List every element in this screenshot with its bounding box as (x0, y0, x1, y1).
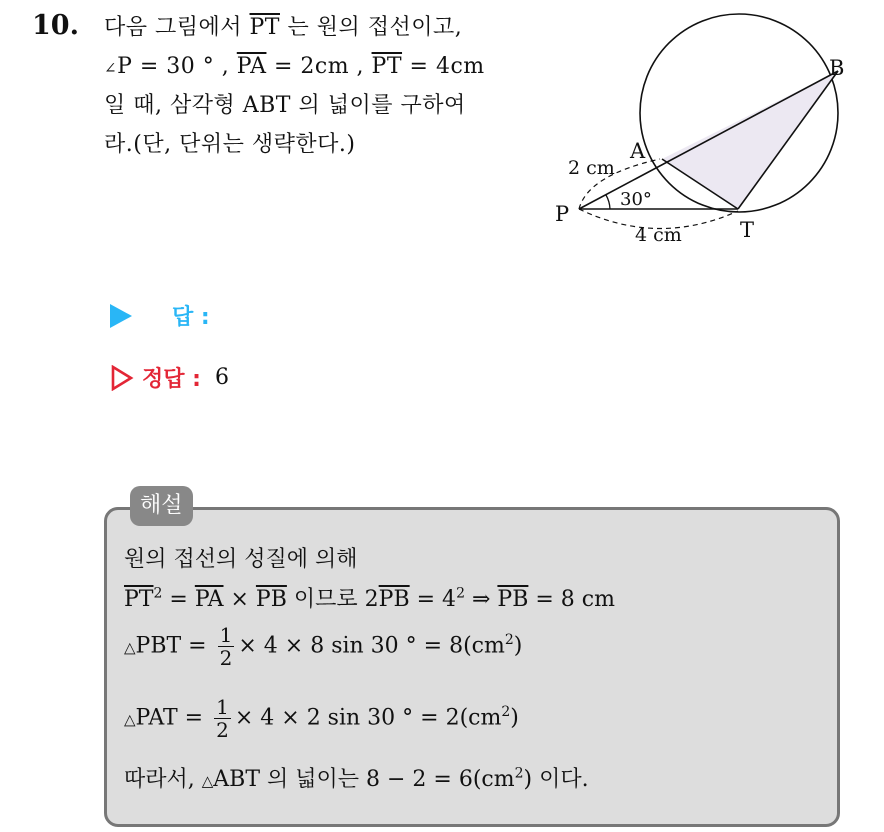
equals: = 4 (409, 587, 457, 612)
outline-arrow-icon (110, 365, 134, 391)
explanation-line-5 (124, 762, 589, 793)
exponent: 2 (504, 632, 514, 649)
problem-text: 는 원의 접선이고, (279, 15, 463, 40)
equals: = (162, 587, 195, 612)
explanation-text: ABT 의 넓이는 8 − 2 = 6(cm (213, 767, 515, 792)
play-arrow-icon (110, 304, 132, 328)
answer-label: 답 : (172, 305, 210, 330)
segment-PT: $\overline{PT}$ (371, 54, 403, 79)
problem-line-3: 일 때, 삼각형 ABT 의 넓이를 구하여 (104, 93, 466, 118)
segment-PB: $\overline{PB}$ (497, 587, 529, 612)
label-2cm: 2 cm (568, 157, 615, 179)
length-PA: = 2cm , (266, 54, 372, 79)
denominator: 2 (216, 718, 229, 742)
triangle-name: PAT = (135, 705, 211, 731)
fraction (218, 624, 235, 669)
paren: ) (510, 705, 519, 731)
fraction (214, 696, 231, 741)
correct-answer-label: 정답 : (142, 367, 201, 392)
triangle-symbol: △ (124, 710, 136, 729)
correct-answer-row (110, 362, 229, 393)
formula: × 4 × 2 sin 30 ° = 2(cm (234, 705, 502, 731)
exponent: 2 (501, 704, 511, 721)
exponent: 2 (514, 765, 524, 782)
problem-line-2 (104, 51, 485, 84)
problem-number: 10. (32, 10, 79, 41)
explanation-text: ) 이다. (523, 767, 589, 792)
label-B: B (829, 56, 845, 80)
problem-line-4: 라.(단, 단위는 생략한다.) (104, 132, 356, 157)
angle-symbol: ∠ (104, 59, 118, 77)
segment-PB: $\overline{PB}$ (255, 587, 287, 612)
denominator: 2 (219, 646, 233, 670)
label-A: A (630, 139, 646, 163)
explanation-text: 따라서, (124, 767, 202, 792)
label-4cm: 4 cm (635, 224, 682, 246)
paren: ) (513, 633, 523, 659)
segment-PA: $\overline{PA}$ (194, 587, 224, 612)
numerator: 1 (219, 623, 233, 647)
segment-PT: $\overline{PT}$ (249, 15, 280, 40)
triangle-symbol: △ (124, 638, 136, 657)
problem-text: 다음 그림에서 (104, 15, 250, 40)
segment-PT: $\overline{PT}$ (124, 587, 154, 612)
triangle-name: PBT = (135, 633, 214, 659)
exponent: 2 (153, 585, 163, 602)
angle-condition: P = 30 ° , (117, 54, 237, 79)
segment-PB: $\overline{PB}$ (378, 587, 410, 612)
triangle-symbol: △ (201, 772, 214, 790)
segment-PA: $\overline{PA}$ (236, 54, 267, 79)
explanation-line-1: 원의 접선의 성질에 의해 (124, 547, 358, 572)
angle-arc (606, 195, 610, 209)
label-T: T (740, 218, 755, 242)
explanation-line-2 (124, 582, 615, 613)
times: × (223, 587, 256, 612)
implies-arrow: ⇒ (464, 587, 498, 612)
label-30deg: 30° (620, 189, 652, 210)
result: = 8 cm (528, 587, 615, 612)
explanation-text: 이므로 2 (286, 587, 379, 612)
label-P: P (555, 202, 570, 226)
problem-line-1 (104, 12, 462, 44)
geometry-figure (548, 5, 868, 250)
length-PT: = 4cm (402, 54, 485, 79)
exponent: 2 (456, 585, 465, 602)
explanation-line-4 (124, 696, 519, 741)
explanation-tag: 해설 (130, 486, 193, 526)
correct-answer-value: 6 (214, 365, 229, 390)
explanation-line-3 (124, 624, 522, 669)
answer-row (110, 300, 290, 331)
triangle-ABT (662, 71, 838, 209)
numerator: 1 (216, 695, 229, 719)
formula: × 4 × 8 sin 30 ° = 8(cm (238, 633, 505, 659)
